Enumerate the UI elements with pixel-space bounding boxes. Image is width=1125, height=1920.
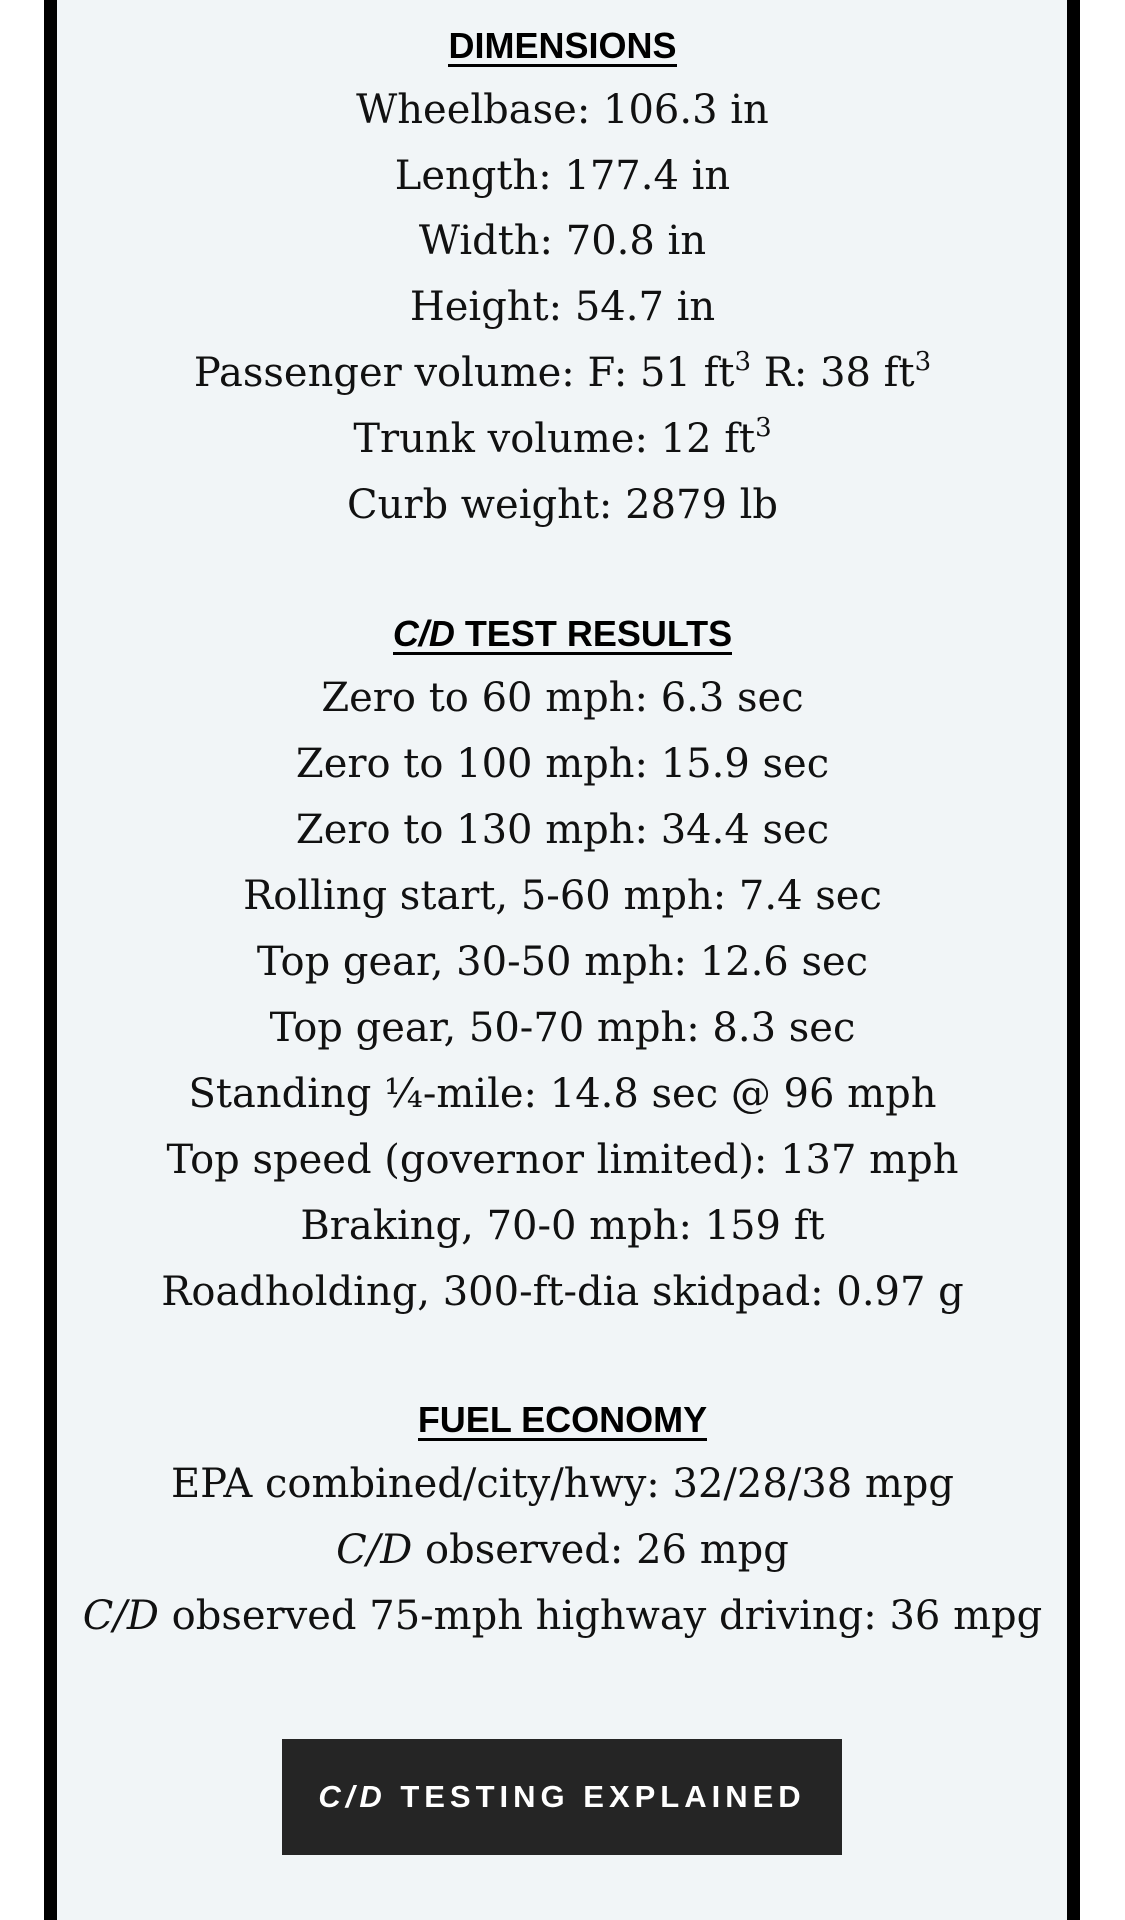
dimensions-heading-text: DIMENSIONS (448, 25, 677, 66)
trunk-volume-exponent: 3 (755, 413, 772, 443)
width-line: Width: 70.8 in (418, 218, 707, 264)
curb-weight-line: Curb weight: 2879 lb (346, 482, 779, 528)
dimensions-heading (0, 26, 1125, 67)
observed-mpg-cd: C/D (336, 1527, 413, 1573)
test-results-heading-text (392, 613, 733, 655)
observed-mpg-text: observed: 26 mpg (412, 1527, 789, 1573)
test-result-item: Top gear, 30-50 mph: 12.6 sec (256, 939, 869, 985)
epa-line: EPA combined/city/hwy: 32/28/38 mpg (170, 1461, 954, 1507)
testing-explained-cd: C/D (318, 1779, 387, 1814)
wheelbase-line: Wheelbase: 106.3 in (356, 87, 769, 133)
test-result-item: Zero to 60 mph: 6.3 sec (321, 675, 804, 721)
highway-mpg-text: observed 75-mph highway driving: 36 mpg (158, 1593, 1043, 1639)
trunk-volume-text: Trunk volume: 12 ft (353, 416, 756, 462)
fuel-economy-heading-text: FUEL ECONOMY (417, 1399, 708, 1440)
test-result-item: Top gear, 50-70 mph: 8.3 sec (269, 1005, 856, 1051)
testing-explained-label: TESTING EXPLAINED (386, 1779, 806, 1814)
passenger-volume-rear: R: 38 ft (751, 350, 915, 396)
test-results-heading-cd: C/D (392, 613, 455, 654)
test-result-item: Zero to 130 mph: 34.4 sec (295, 807, 830, 853)
observed-mpg-line (0, 1525, 1125, 1575)
testing-explained-button[interactable] (282, 1739, 842, 1855)
highway-mpg-cd: C/D (82, 1593, 159, 1639)
passenger-volume-front-exponent: 3 (734, 347, 752, 377)
trunk-volume-line (0, 414, 1125, 464)
length-line: Length: 177.4 in (394, 153, 731, 199)
passenger-volume-rear-exponent: 3 (914, 347, 932, 377)
test-result-item: Braking, 70-0 mph: 159 ft (300, 1203, 825, 1249)
test-result-item: Zero to 100 mph: 15.9 sec (295, 741, 830, 787)
fuel-economy-heading (0, 1400, 1125, 1441)
height-line: Height: 54.7 in (409, 284, 716, 330)
passenger-volume-line (0, 348, 1125, 398)
test-results-heading-rest: TEST RESULTS (454, 613, 733, 654)
highway-mpg-line (0, 1591, 1125, 1641)
passenger-volume-front: Passenger volume: F: 51 ft (193, 350, 735, 396)
test-result-item: Top speed (governor limited): 137 mph (166, 1137, 959, 1183)
test-result-item: Rolling start, 5-60 mph: 7.4 sec (243, 873, 882, 919)
test-result-item: Standing ¼-mile: 14.8 sec @ 96 mph (188, 1071, 937, 1117)
test-results-heading (0, 614, 1125, 655)
test-result-item: Roadholding, 300-ft-dia skidpad: 0.97 g (161, 1269, 964, 1315)
